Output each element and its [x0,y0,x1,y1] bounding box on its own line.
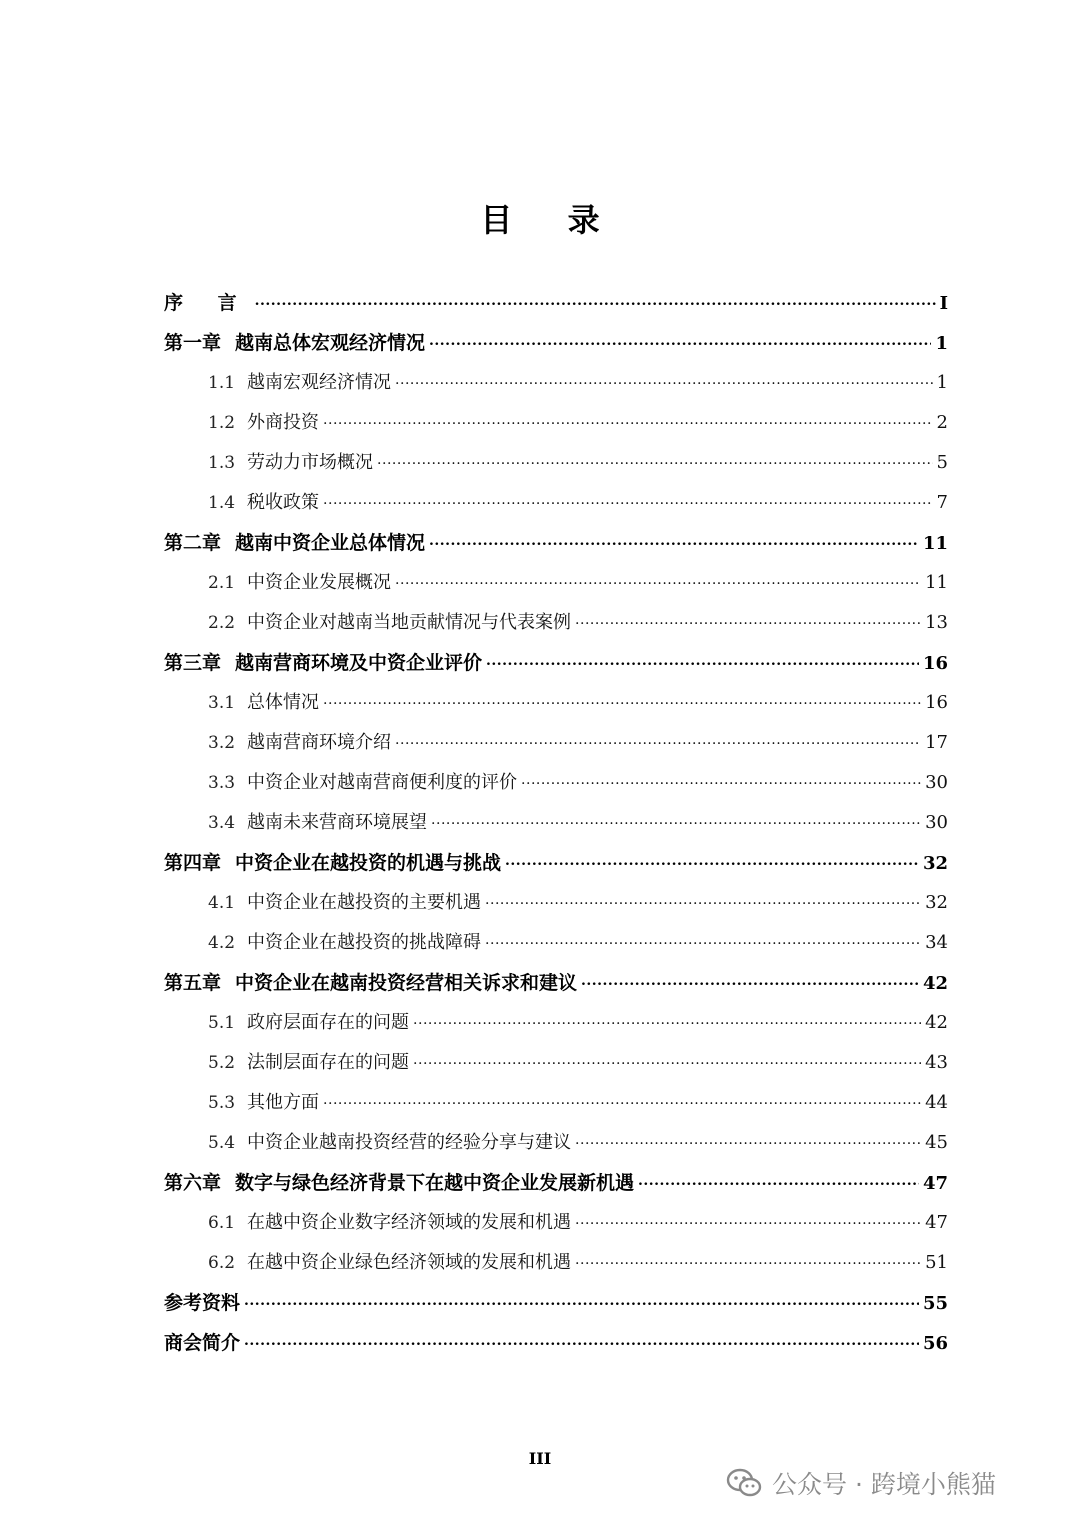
toc-entry-number: 第五章 [164,972,222,994]
toc-entry-label: 税收政策 [247,492,320,513]
toc-entry-page: 30 [925,772,948,793]
toc-entry-number: 3.2 [208,733,236,753]
toc-entry-label: 中资企业越南投资经营的经验分享与建议 [247,1132,572,1153]
toc-entry-page: 56 [922,1333,948,1354]
table-of-contents [164,283,948,1363]
toc-entry-number: 2.1 [208,573,236,593]
toc-dot-leader [255,279,936,321]
toc-section-entry[interactable] [164,1043,948,1083]
toc-entry-page: 16 [922,653,948,674]
toc-chapter-entry[interactable] [164,283,948,323]
toc-entry-number: 5.1 [208,1013,236,1033]
toc-entry-page: 17 [925,732,948,753]
toc-section-entry[interactable] [164,403,948,443]
toc-entry-label: 在越中资企业绿色经济领域的发展和机遇 [247,1252,572,1273]
toc-entry-page: 16 [925,692,948,713]
toc-dot-leader [429,319,931,361]
toc-entry-label: 数字与绿色经济背景下在越中资企业发展新机遇 [235,1172,635,1194]
toc-entry-page: 11 [925,572,948,593]
toc-entry-page: 32 [922,853,948,874]
toc-section-entry[interactable] [164,763,948,803]
toc-entry-label: 政府层面存在的问题 [247,1012,410,1033]
toc-dot-leader [323,1079,921,1120]
toc-entry-page: 2 [936,412,948,433]
toc-entry-number: 5.2 [208,1053,236,1073]
toc-entry-page: I [939,293,948,314]
toc-dot-leader [395,359,933,400]
toc-entry-page: 42 [925,1012,948,1033]
toc-section-entry[interactable] [164,563,948,603]
toc-dot-leader [413,1039,921,1080]
toc-section-entry[interactable] [164,923,948,963]
toc-dot-leader [413,999,921,1040]
toc-dot-leader [429,519,919,561]
toc-entry-label: 商会简介 [164,1332,241,1354]
toc-dot-leader [505,839,919,881]
toc-entry-number: 1.3 [208,453,236,473]
toc-dot-leader [395,719,921,760]
toc-chapter-entry[interactable] [164,843,948,883]
toc-chapter-entry[interactable] [164,963,948,1003]
toc-entry-number: 4.2 [208,933,236,953]
toc-entry-number: 1.1 [208,373,236,393]
wechat-icon [726,1468,762,1498]
toc-entry-number: 3.3 [208,773,236,793]
watermark [726,1460,996,1506]
toc-dot-leader [323,479,933,520]
toc-entry-number: 1.2 [208,413,236,433]
toc-entry-page: 32 [925,892,948,913]
toc-entry-label: 越南总体宏观经济情况 [235,332,426,354]
toc-entry-label: 外商投资 [247,412,320,433]
toc-entry-label: 在越中资企业数字经济领域的发展和机遇 [247,1212,572,1233]
toc-entry-label: 中资企业在越投资的主要机遇 [247,892,482,913]
toc-dot-leader [323,679,921,720]
toc-section-entry[interactable] [164,683,948,723]
toc-entry-label: 中资企业在越投资的机遇与挑战 [235,852,502,874]
toc-entry-label: 中资企业对越南营商便利度的评价 [247,772,518,793]
toc-entry-label: 越南营商环境及中资企业评价 [235,652,483,674]
toc-dot-leader [431,799,921,840]
toc-entry-label: 中资企业发展概况 [247,572,392,593]
toc-section-entry[interactable] [164,1243,948,1283]
toc-dot-leader [323,399,933,440]
toc-section-entry[interactable] [164,1203,948,1243]
toc-entry-page: 34 [925,932,948,953]
page-title: 目 录 [480,201,622,239]
toc-section-entry[interactable] [164,723,948,763]
toc-entry-label: 中资企业对越南当地贡献情况与代表案例 [247,612,572,633]
toc-section-entry[interactable] [164,443,948,483]
toc-entry-number: 6.2 [208,1253,236,1273]
toc-entry-label: 序 言 [164,292,251,314]
toc-dot-leader [581,959,919,1001]
toc-section-entry[interactable] [164,883,948,923]
toc-entry-label: 越南营商环境介绍 [247,732,392,753]
toc-entry-number: 5.4 [208,1133,236,1153]
toc-dot-leader [244,1319,919,1361]
toc-dot-leader [575,1199,921,1240]
toc-entry-number: 3.4 [208,813,236,833]
toc-entry-number: 第六章 [164,1172,222,1194]
toc-entry-label: 越南中资企业总体情况 [235,532,426,554]
toc-section-entry[interactable] [164,603,948,643]
page-number: III [528,1449,552,1468]
toc-section-entry[interactable] [164,363,948,403]
toc-dot-leader [377,439,933,480]
toc-entry-number: 第四章 [164,852,222,874]
toc-entry-label: 中资企业在越南投资经营相关诉求和建议 [235,972,578,994]
toc-entry-number: 4.1 [208,893,236,913]
toc-entry-label: 其他方面 [247,1092,320,1113]
toc-entry-page: 55 [922,1293,948,1314]
toc-dot-leader [485,879,921,920]
toc-entry-label: 总体情况 [247,692,320,713]
toc-section-entry[interactable] [164,1123,948,1163]
toc-entry-page: 45 [925,1132,948,1153]
toc-entry-page: 42 [922,973,948,994]
toc-chapter-entry[interactable] [164,1163,948,1203]
toc-dot-leader [575,1119,921,1160]
toc-dot-leader [485,919,921,960]
toc-entry-page: 44 [925,1092,948,1113]
toc-entry-number: 6.1 [208,1213,236,1233]
toc-entry-label: 劳动力市场概况 [247,452,374,473]
toc-entry-number: 3.1 [208,693,236,713]
toc-entry-page: 11 [922,533,948,554]
toc-dot-leader [486,639,919,681]
toc-entry-page: 43 [925,1052,948,1073]
toc-entry-number: 2.2 [208,613,236,633]
toc-chapter-entry[interactable] [164,643,948,683]
toc-entry-number: 第二章 [164,532,222,554]
toc-dot-leader [575,599,921,640]
toc-entry-page: 5 [936,452,948,473]
toc-entry-label: 中资企业在越投资的挑战障碍 [247,932,482,953]
toc-entry-page: 13 [925,612,948,633]
toc-dot-leader [244,1279,919,1321]
toc-chapter-entry[interactable] [164,1283,948,1323]
toc-entry-page: 1 [935,333,948,354]
toc-entry-number: 5.3 [208,1093,236,1113]
toc-entry-number: 第一章 [164,332,222,354]
watermark-text: 公众号 · 跨境小熊猫 [772,1470,996,1499]
toc-entry-page: 47 [922,1173,948,1194]
toc-entry-page: 47 [925,1212,948,1233]
toc-entry-label: 越南宏观经济情况 [247,372,392,393]
toc-chapter-entry[interactable] [164,1323,948,1363]
toc-dot-leader [575,1239,921,1280]
toc-section-entry[interactable] [164,1083,948,1123]
toc-section-entry[interactable] [164,803,948,843]
toc-entry-number: 1.4 [208,493,236,513]
toc-dot-leader [395,559,921,600]
toc-section-entry[interactable] [164,483,948,523]
toc-entry-label: 参考资料 [164,1292,241,1314]
toc-entry-page: 51 [925,1252,948,1273]
toc-chapter-entry[interactable] [164,323,948,363]
toc-section-entry[interactable] [164,1003,948,1043]
toc-entry-label: 越南未来营商环境展望 [247,812,428,833]
toc-entry-page: 30 [925,812,948,833]
toc-entry-label: 法制层面存在的问题 [247,1052,410,1073]
toc-dot-leader [521,759,921,800]
toc-dot-leader [638,1159,919,1201]
toc-chapter-entry[interactable] [164,523,948,563]
toc-entry-page: 7 [936,492,948,513]
toc-entry-number: 第三章 [164,652,222,674]
toc-entry-page: 1 [936,372,948,393]
